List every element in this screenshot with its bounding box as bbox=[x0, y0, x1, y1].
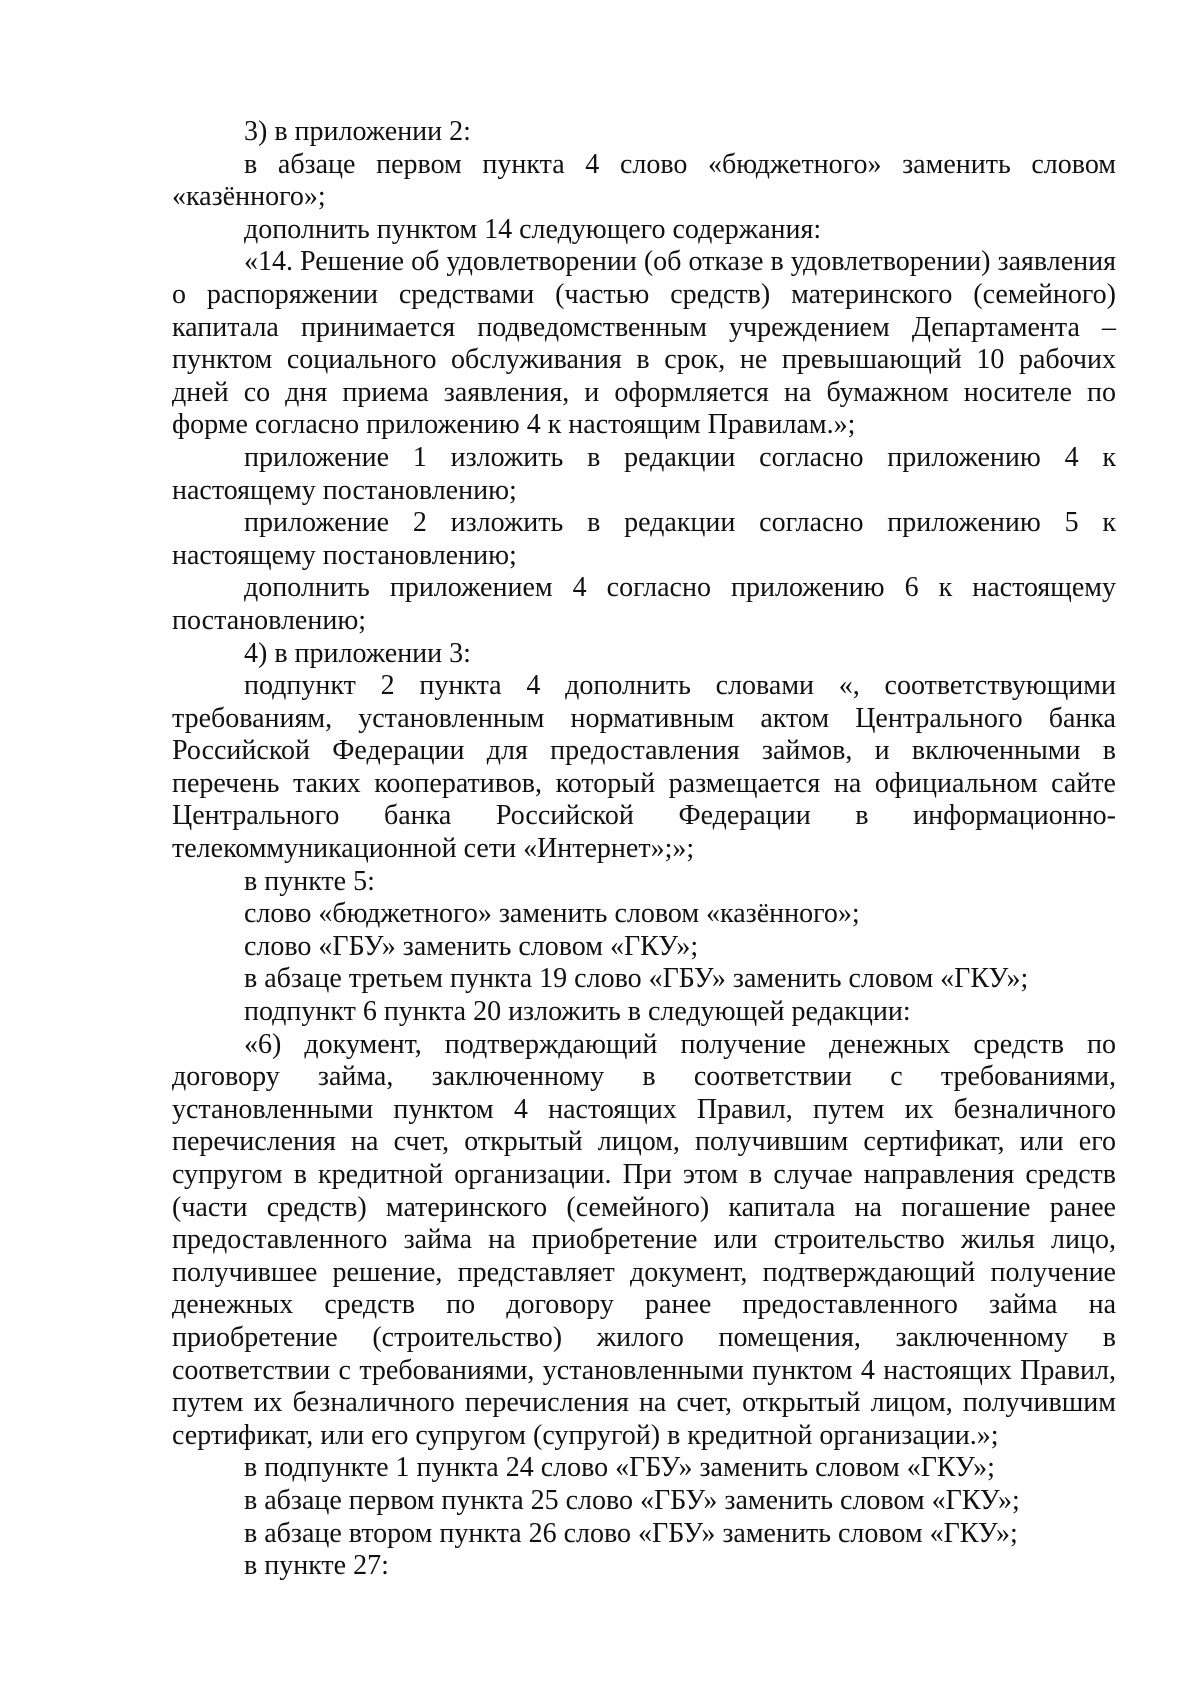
paragraph: в пункте 27: bbox=[244, 1550, 389, 1582]
paragraph: в пункте 5: bbox=[244, 865, 375, 897]
paragraph: подпункт 6 пункта 20 изложить в следующей редакции: bbox=[244, 996, 911, 1028]
document-body bbox=[172, 116, 1116, 1583]
paragraph: дополнить пунктом 14 следующего содержания: bbox=[244, 213, 822, 245]
paragraph: «6) документ, подтверждающий получение денежных средств по договору займа, заключенному в соответствии с требованиями, установленными пунктом 4 настоящих Правил, путем их безналичного перечисления на счет, открытый лицом, получившим сертификат, или его супругом в кредитной организации. При этом в случае направления средств (части средств) материнского (семейного) капитала на погашение ранее предоставленного займа на приобретение или строительство жилья лицо, получившее решение, представляет документ, подтверждающий получение денежных средств по договору ранее предоставленного займа на приобретение (строительство) жилого помещения, заключенному в соответствии с требованиями, установленными пунктом 4 настоящих Правил, путем их безналичного перечисления на счет, открытый лицом, получившим сертификат, или его супругом (супругой) в кредитной организации.»; bbox=[172, 1028, 1116, 1451]
paragraph: в подпункте 1 пункта 24 слово «ГБУ» заменить словом «ГКУ»; bbox=[244, 1452, 995, 1484]
paragraph: дополнить приложением 4 согласно приложению 6 к настоящему постановлению; bbox=[172, 572, 1116, 636]
paragraph: в абзаце первом пункта 4 слово «бюджетного» заменить словом «казённого»; bbox=[172, 148, 1116, 213]
paragraph: в абзаце третьем пункта 19 слово «ГБУ» заменить словом «ГКУ»; bbox=[244, 963, 1029, 995]
paragraph: приложение 2 изложить в редакции согласно приложению 5 к настоящему постановлению; bbox=[172, 507, 1116, 571]
paragraph: «14. Решение об удовлетворении (об отказе в удовлетворении) заявления о распоряжении средствами (частью средств) материнского (семейного) капитала принимается подведомственным учреждением Департамента –пунктом социального обслуживания в срок, не превышающий 10 рабочих дней со дня приема заявления, и оформляется на бумажном носителе по форме согласно приложению 4 к настоящим Правилам.»; bbox=[172, 246, 1116, 441]
paragraph: слово «ГБУ» заменить словом «ГКУ»; bbox=[244, 930, 699, 962]
paragraph: 4) в приложении 3: bbox=[244, 637, 471, 669]
paragraph: в абзаце втором пункта 26 слово «ГБУ» заменить словом «ГКУ»; bbox=[244, 1517, 1018, 1549]
paragraph: слово «бюджетного» заменить словом «казённого»; bbox=[244, 898, 860, 930]
paragraph: подпункт 2 пункта 4 дополнить словами «, соответствующими требованиям, установленным нормативным актом Центрального банка Российской Федерации для предоставления займов, и включенными в перечень таких кооперативов, который размещается на официальном сайте Центрального банка Российской Федерации в информационно-телекоммуникационной сети «Интернет»;»; bbox=[172, 670, 1116, 865]
paragraph: в абзаце первом пункта 25 слово «ГБУ» заменить словом «ГКУ»; bbox=[244, 1484, 1020, 1516]
paragraph: 3) в приложении 2: bbox=[244, 116, 471, 147]
paragraph: приложение 1 изложить в редакции согласно приложению 4 к настоящему постановлению; bbox=[172, 441, 1116, 506]
